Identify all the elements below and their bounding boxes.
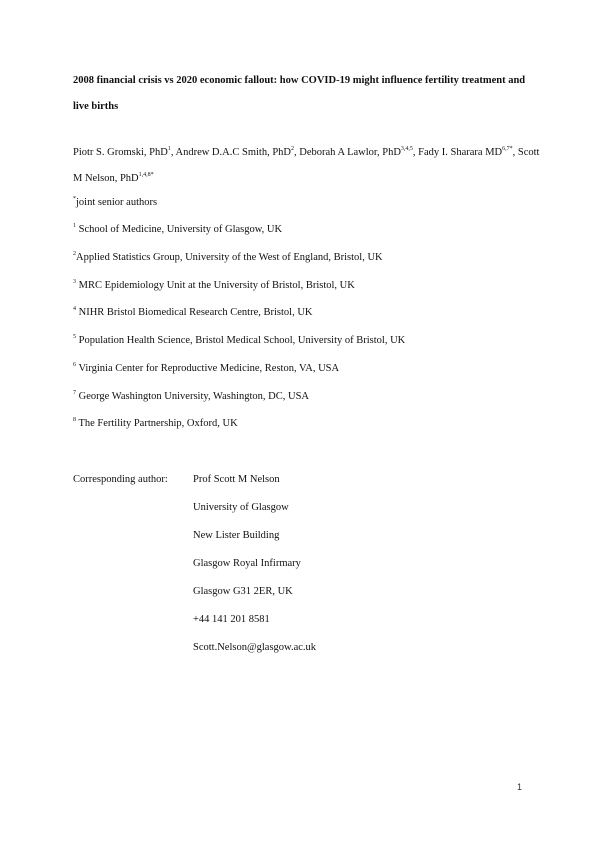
author-separator: , <box>512 147 518 158</box>
affiliation-5 <box>73 334 543 348</box>
corresponding-name: Prof Scott M Nelson <box>193 474 280 485</box>
author-affiliation-marker: 3,4,5 <box>400 146 413 152</box>
author-name: Andrew D.A.C Smith, PhD <box>175 147 291 158</box>
note-text: joint senior authors <box>76 197 158 208</box>
page-number: 1 <box>517 782 523 792</box>
affiliation-number: 6 <box>73 362 76 368</box>
author-list <box>73 140 543 192</box>
author-name: Piotr S. Gromski, PhD <box>73 147 168 158</box>
affiliation-8 <box>73 417 543 431</box>
author-1 <box>73 147 175 158</box>
affiliation-number: 8 <box>73 417 76 423</box>
author-affiliation-marker: 6,7* <box>502 146 513 152</box>
corresponding-author-label: Corresponding author: <box>73 474 168 485</box>
paper-title: 2008 financial crisis vs 2020 economic fallout: how COVID-19 might influence fertility treatment and live births <box>73 75 526 112</box>
author-2 <box>175 147 299 158</box>
author-3 <box>299 147 418 158</box>
author-affiliation-marker: 1,4,8* <box>138 172 154 178</box>
affiliation-text: NIHR Bristol Biomedical Research Centre, Bristol, UK <box>78 307 313 318</box>
author-affiliation-marker: 2 <box>291 146 294 152</box>
affiliation-number: 4 <box>73 306 76 312</box>
corresponding-site: Glasgow Royal Infirmary <box>193 558 301 569</box>
corresponding-phone: +44 141 201 8581 <box>193 614 270 625</box>
author-name: Scott M Nelson, PhD <box>73 147 540 184</box>
affiliation-number: 1 <box>73 223 76 229</box>
affiliation-6 <box>73 362 543 376</box>
affiliation-1 <box>73 223 543 237</box>
affiliation-number: 3 <box>73 279 76 285</box>
corresponding-building: New Lister Building <box>193 530 280 541</box>
author-4 <box>418 147 518 158</box>
affiliation-text: Virginia Center for Reproductive Medicine, Reston, VA, USA <box>78 363 340 374</box>
corresponding-author-details <box>193 473 316 669</box>
affiliation-text: Applied Statistics Group, University of the West of England, Bristol, UK <box>76 252 383 263</box>
corresponding-institution: University of Glasgow <box>193 502 289 513</box>
corresponding-postcode: Glasgow G31 2ER, UK <box>193 586 293 597</box>
affiliation-7 <box>73 390 543 404</box>
author-separator: , <box>294 147 300 158</box>
note-marker: * <box>73 196 76 202</box>
author-separator: , <box>170 147 176 158</box>
author-separator: , <box>412 147 419 158</box>
affiliation-text: MRC Epidemiology Unit at the University of Bristol, Bristol, UK <box>78 280 355 291</box>
author-name: Deborah A Lawlor, PhD <box>299 147 401 158</box>
affiliation-4 <box>73 306 543 320</box>
joint-authors-note <box>73 196 543 210</box>
affiliation-2 <box>73 251 543 265</box>
affiliation-text: School of Medicine, University of Glasgow, UK <box>78 224 283 235</box>
author-affiliation-marker: 1 <box>167 146 171 152</box>
author-name: Fady I. Sharara MD <box>418 147 503 158</box>
affiliation-text: George Washington University, Washington, DC, USA <box>78 391 309 402</box>
affiliation-3 <box>73 279 543 293</box>
affiliation-text: Population Health Science, Bristol Medical School, University of Bristol, UK <box>78 335 406 346</box>
affiliation-text: The Fertility Partnership, Oxford, UK <box>78 418 238 429</box>
affiliation-number: 2 <box>73 251 76 257</box>
affiliation-number: 5 <box>73 334 76 340</box>
corresponding-email: Scott.Nelson@glasgow.ac.uk <box>193 642 317 653</box>
affiliation-number: 7 <box>73 390 76 396</box>
